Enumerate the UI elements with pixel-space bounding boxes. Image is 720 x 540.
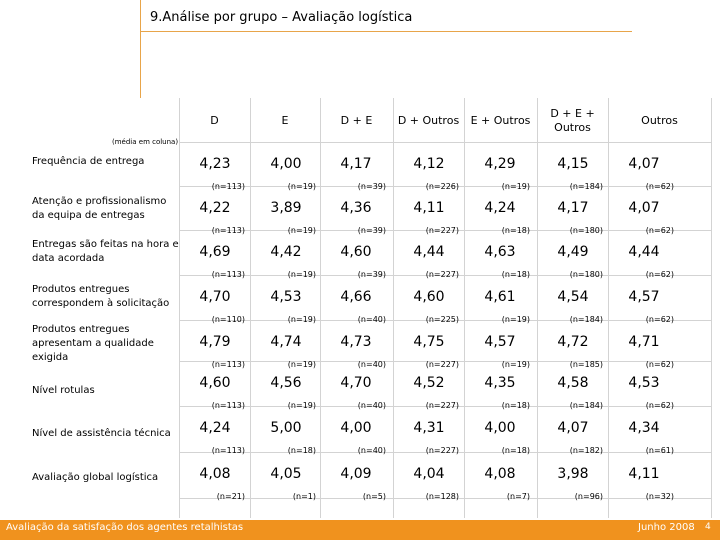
mean-value: 4,31: [413, 420, 445, 436]
footer-date: Junho 2008: [638, 522, 695, 533]
sample-size: (n=227): [425, 270, 459, 279]
mean-value: 4,15: [557, 156, 589, 172]
mean-value: 4,36: [340, 200, 372, 216]
mean-value: 4,49: [557, 244, 589, 260]
sample-size: (n=1): [292, 492, 316, 501]
sample-size: (n=62): [645, 226, 674, 235]
mean-value: 4,79: [199, 334, 231, 350]
sample-size: (n=185): [569, 360, 603, 369]
sample-size: (n=39): [357, 182, 386, 191]
sample-size: (n=227): [425, 226, 459, 235]
sample-size: (n=32): [645, 492, 674, 501]
sample-size: (n=180): [569, 226, 603, 235]
mean-value: 4,08: [484, 466, 516, 482]
sample-size: (n=39): [357, 226, 386, 235]
row-label: Atenção e profissionalismo da equipa de entregas: [32, 196, 167, 221]
sample-size: (n=227): [425, 446, 459, 455]
mean-value: 4,60: [199, 375, 231, 391]
mean-value: 4,69: [199, 244, 231, 260]
mean-value: 4,44: [413, 244, 445, 260]
mean-value: 5,00: [270, 420, 302, 436]
mean-value: 4,11: [628, 466, 660, 482]
column-header: D + Outros: [397, 114, 460, 127]
sample-size: (n=225): [425, 315, 459, 324]
sample-size: (n=62): [645, 401, 674, 410]
mean-value: 4,05: [270, 466, 302, 482]
mean-value: 4,24: [484, 200, 516, 216]
mean-value: 4,60: [340, 244, 372, 260]
sample-size: (n=113): [211, 226, 245, 235]
mean-value: 4,12: [413, 156, 445, 172]
mean-value: 4,56: [270, 375, 302, 391]
column-header: D: [210, 114, 219, 127]
mean-value: 4,09: [340, 466, 372, 482]
row-label: Avaliação global logística: [32, 472, 159, 483]
sample-size: (n=113): [211, 270, 245, 279]
sample-size: (n=113): [211, 401, 245, 410]
mean-value: 4,75: [413, 334, 445, 350]
mean-value: 4,23: [199, 156, 231, 172]
grid-row-line: [179, 142, 711, 143]
mean-value: 4,73: [340, 334, 372, 350]
mean-value: 4,57: [628, 289, 660, 305]
sample-size: (n=18): [287, 446, 316, 455]
mean-value: 4,60: [413, 289, 445, 305]
sample-size: (n=18): [501, 270, 530, 279]
sample-size: (n=18): [501, 401, 530, 410]
sample-size: (n=61): [645, 446, 674, 455]
sample-size: (n=19): [287, 182, 316, 191]
mean-value: 4,44: [628, 244, 660, 260]
row-label: Nível rotulas: [32, 385, 95, 396]
mean-value: 4,63: [484, 244, 516, 260]
mean-value: 4,04: [413, 466, 445, 482]
mean-value: 4,07: [628, 200, 660, 216]
mean-value: 4,70: [199, 289, 231, 305]
accent-vertical-line: [140, 0, 141, 98]
sample-size: (n=19): [501, 360, 530, 369]
mean-value: 4,72: [557, 334, 589, 350]
sample-size: (n=5): [362, 492, 386, 501]
sample-size: (n=40): [357, 315, 386, 324]
sample-size: (n=39): [357, 270, 386, 279]
sample-size: (n=96): [574, 492, 603, 501]
mean-value: 4,34: [628, 420, 660, 436]
mean-value: 4,53: [628, 375, 660, 391]
column-header: E + Outros: [470, 114, 531, 127]
sample-size: (n=113): [211, 182, 245, 191]
column-header: E: [281, 114, 289, 127]
page-number: 4: [705, 522, 711, 532]
row-label: Produtos entregues apresentam a qualidade exigida: [32, 324, 154, 363]
sample-size: (n=62): [645, 182, 674, 191]
sample-size: (n=19): [501, 315, 530, 324]
sample-size: (n=62): [645, 270, 674, 279]
footer-caption: Avaliação da satisfação dos agentes retalhistas: [6, 522, 244, 533]
grid-column-line: [711, 98, 712, 518]
mean-value: 4,11: [413, 200, 445, 216]
mean-value: 4,70: [340, 375, 372, 391]
sample-size: (n=227): [425, 401, 459, 410]
mean-value: 4,00: [340, 420, 372, 436]
mean-value: 4,07: [557, 420, 589, 436]
mean-value: 4,52: [413, 375, 445, 391]
mean-value: 4,54: [557, 289, 589, 305]
mean-value: 4,35: [484, 375, 516, 391]
row-label: Nível de assistência técnica: [32, 428, 171, 439]
sample-size: (n=182): [569, 446, 603, 455]
sample-size: (n=19): [287, 401, 316, 410]
mean-value: 4,07: [628, 156, 660, 172]
mean-value: 4,42: [270, 244, 302, 260]
mean-value: 4,00: [484, 420, 516, 436]
mean-value: 4,57: [484, 334, 516, 350]
sample-size: (n=21): [216, 492, 245, 501]
sample-size: (n=40): [357, 360, 386, 369]
sample-size: (n=19): [287, 315, 316, 324]
sample-size: (n=184): [569, 401, 603, 410]
sample-size: (n=180): [569, 270, 603, 279]
sample-size: (n=128): [425, 492, 459, 501]
sample-size: (n=7): [506, 492, 530, 501]
sample-size: (n=19): [501, 182, 530, 191]
sample-size: (n=184): [569, 182, 603, 191]
sample-size: (n=18): [501, 446, 530, 455]
sample-size: (n=19): [287, 226, 316, 235]
sample-size: (n=19): [287, 270, 316, 279]
mean-value: 4,71: [628, 334, 660, 350]
mean-value: 4,22: [199, 200, 231, 216]
sample-size: (n=110): [211, 315, 245, 324]
mean-value: 3,89: [270, 200, 302, 216]
mean-value: 3,98: [557, 466, 589, 482]
sample-size: (n=113): [211, 360, 245, 369]
column-header: Outros: [641, 114, 678, 127]
row-label: Frequência de entrega: [32, 156, 145, 167]
mean-value: 4,17: [340, 156, 372, 172]
mean-value: 4,74: [270, 334, 302, 350]
column-header: D + E: [340, 114, 373, 127]
mean-value: 4,53: [270, 289, 302, 305]
mean-value: 4,58: [557, 375, 589, 391]
mean-value: 4,66: [340, 289, 372, 305]
column-header: D + E + Outros: [550, 107, 595, 134]
accent-horizontal-line: [140, 31, 632, 32]
sample-size: (n=19): [287, 360, 316, 369]
sample-size: (n=40): [357, 446, 386, 455]
sample-size: (n=62): [645, 315, 674, 324]
sample-size: (n=62): [645, 360, 674, 369]
sample-size: (n=18): [501, 226, 530, 235]
column-mean-note: (média em coluna): [112, 138, 179, 146]
mean-value: 4,24: [199, 420, 231, 436]
page-title: 9.Análise por grupo – Avaliação logística: [150, 10, 413, 25]
row-label: Entregas são feitas na hora e data acordada: [32, 239, 179, 264]
sample-size: (n=226): [425, 182, 459, 191]
mean-value: 4,61: [484, 289, 516, 305]
mean-value: 4,17: [557, 200, 589, 216]
sample-size: (n=184): [569, 315, 603, 324]
mean-value: 4,00: [270, 156, 302, 172]
row-label: Produtos entregues correspondem à solicitação: [32, 284, 170, 309]
sample-size: (n=113): [211, 446, 245, 455]
mean-value: 4,08: [199, 466, 231, 482]
mean-value: 4,29: [484, 156, 516, 172]
sample-size: (n=227): [425, 360, 459, 369]
sample-size: (n=40): [357, 401, 386, 410]
